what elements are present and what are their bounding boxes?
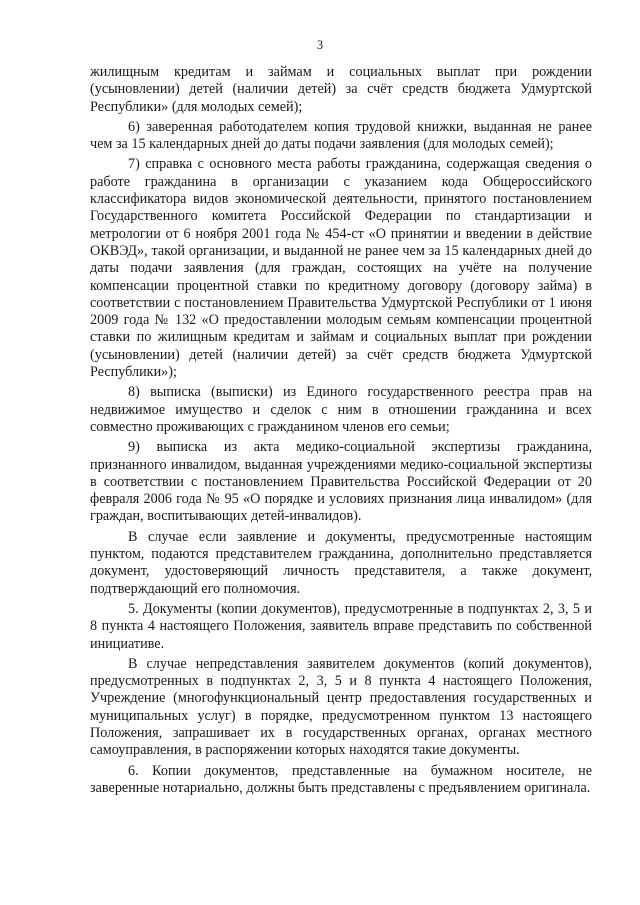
paragraph-clause-6: 6. Копии документов, представленные на бумажном носителе, не заверенные нотариально, должны быть представлены с предъявлением оригинала. <box>90 762 592 796</box>
paragraph-non-submission: В случае непредставления заявителем документов (копий документов), предусмотренных в подпунктах 2, 3, 5 и 8 пункта 4 настоящего Положения, Учреждение (многофункциональный центр предоставления государственных и муниципальных услуг) в порядке, предусмотренном пунктом 13 настоящего Положения, запрашивает их в государственных органах, органах местного самоуправления, в распоряжении которых находятся такие документы. <box>90 655 592 759</box>
paragraph-clause-5: 5. Документы (копии документов), предусмотренные в подпунктах 2, 3, 5 и 8 пункта 4 настоящего Положения, заявитель вправе представить по собственной инициативе. <box>90 600 592 652</box>
paragraph-item-8: 8) выписка (выписки) из Единого государственного реестра прав на недвижимое имущество и сделок с ним в отношении гражданина и всех совместно проживающих с гражданином членов его семьи; <box>90 384 592 435</box>
page-number: 3 <box>316 38 324 52</box>
document-body <box>90 64 592 797</box>
paragraph-item-9: 9) выписка из акта медико-социальной экспертизы гражданина, признанного инвалидом, выданная учреждениями медико-социальной экспертизы в соответствии с постановлением Правительства Российской Федерации от 20 февраля 2006 года № 95 «О порядке и условиях признания лица инвалидом» (для граждан, воспитывающих детей-инвалидов). <box>90 439 592 525</box>
paragraph-item-7: 7) справка с основного места работы гражданина, содержащая сведения о работе гражданина в организации с указанием кода Общероссийского классификатора видов экономической деятельности, принятого постановлением Государственного комитета Российской Федерации по стандартизации и метрологии от 6 ноября 2001 года № 454-ст «О принятии и введении в действие ОКВЭД», такой организации, и выданной не ранее чем за 15 календарных дней до даты подачи заявления (для граждан, состоящих на учёте на получение компенсации процентной ставки по кредитному договору (договору займа) в соответствии с постановлением Правительства Удмуртской Республики от 1 июня 2009 года № 132 «О предоставлении молодым семьям компенсации процентной ставки по жилищным кредитам и займам и социальных выплат при рождении (усыновлении) детей (наличии детей) за счёт средств бюджета Удмуртской Республики»); <box>90 156 592 381</box>
paragraph-representative: В случае если заявление и документы, предусмотренные настоящим пунктом, подаются представителем гражданина, дополнительно представляется документ, удостоверяющий личность представителя, а также документ, подтверждающий его полномочия. <box>90 528 592 597</box>
paragraph-continuation: жилищным кредитам и займам и социальных выплат при рождении (усыновлении) детей (наличии детей) за счёт средств бюджета Удмуртской Республики» (для молодых семей); <box>90 64 592 115</box>
paragraph-item-6: 6) заверенная работодателем копия трудовой книжки, выданная не ранее чем за 15 календарных дней до даты подачи заявления (для молодых семей); <box>90 118 592 153</box>
